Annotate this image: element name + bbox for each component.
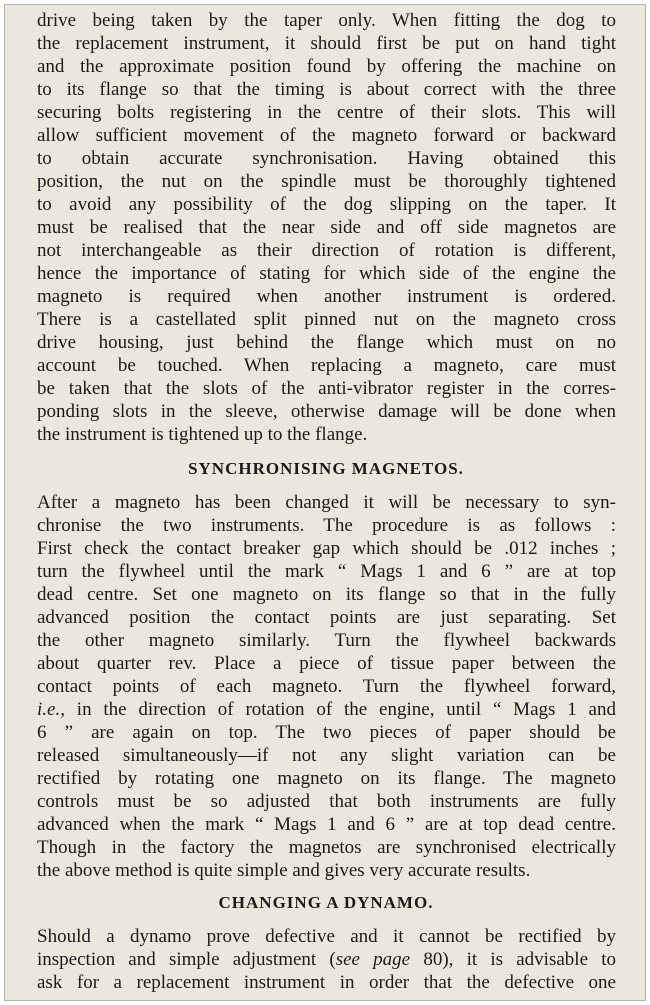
paragraph-line: After a magneto has been changed it will be necessary to syn- xyxy=(37,492,616,513)
paragraph-line: advanced position the contact points are just separating. Set xyxy=(37,607,616,628)
paragraph-line: magneto is required when another instrument is ordered. xyxy=(37,286,616,307)
paragraph-line: not interchangeable as their direction of rotation is different, xyxy=(37,240,616,261)
paragraph-line-text: 80), it is advisable to xyxy=(410,949,616,970)
paragraph-line: drive housing, just behind the flange which must on no xyxy=(37,332,616,353)
paragraph-line: to its flange so that the timing is about correct with the three xyxy=(37,79,616,100)
section-heading: SYNCHRONISING MAGNETOS. xyxy=(188,459,464,478)
paragraph-line: must be realised that the near side and off side magnetos are xyxy=(37,217,616,238)
paragraph-line: There is a castellated split pinned nut on the magneto cross xyxy=(37,309,616,330)
paragraph-line: and the approximate position found by offering the machine on xyxy=(37,56,616,77)
paragraph-line: to avoid any possibility of the dog slipping on the taper. It xyxy=(37,194,616,215)
paragraph-line: be taken that the slots of the anti-vibrator register in the corres- xyxy=(37,378,616,399)
italic-abbreviation: i.e., xyxy=(37,699,65,720)
paragraph-line: advanced when the mark “ Mags 1 and 6 ” are at top dead centre. xyxy=(37,814,616,835)
paragraph-line: rectified by rotating one magneto on its flange. The magneto xyxy=(37,768,616,789)
paragraph-line xyxy=(37,948,616,971)
paragraph-line-text: in the direction of rotation of the engine, until “ Mags 1 and xyxy=(64,699,616,720)
paragraph-line: the other magneto similarly. Turn the flywheel backwards xyxy=(37,630,616,651)
paragraph-line: contact points of each magneto. Turn the flywheel forward, xyxy=(37,676,616,697)
paragraph-line: account be touched. When replacing a magneto, care must xyxy=(37,355,616,376)
paragraph-line: to obtain accurate synchronisation. Having obtained this xyxy=(37,148,616,169)
paragraph-line: the replacement instrument, it should first be put on hand tight xyxy=(37,33,616,54)
paragraph-line: released simultaneously—if not any slight variation can be xyxy=(37,745,616,766)
paragraph-line-text: inspection and simple adjustment ( xyxy=(37,949,336,970)
paragraph-line: hence the importance of stating for which side of the engine the xyxy=(37,263,616,284)
paragraph-line: the instrument is tightened up to the flange. xyxy=(37,424,368,445)
paragraph-line: position, the nut on the spindle must be thoroughly tightened xyxy=(37,171,616,192)
paragraph-line xyxy=(37,698,616,721)
paragraph-line: securing bolts registering in the centre of their slots. This will xyxy=(37,102,616,123)
paragraph-line: ask for a replacement instrument in order that the defective one xyxy=(37,972,616,993)
paragraph-line: chronise the two instruments. The procedure is as follows : xyxy=(37,515,616,536)
paragraph-line: controls must be so adjusted that both instruments are fully xyxy=(37,791,616,812)
paragraph-line: about quarter rev. Place a piece of tissue paper between the xyxy=(37,653,616,674)
paragraph-line: drive being taken by the taper only. When fitting the dog to xyxy=(37,10,616,31)
paragraph-line: dead centre. Set one magneto on its flange so that in the fully xyxy=(37,584,616,605)
section-heading: CHANGING A DYNAMO. xyxy=(218,893,434,912)
paragraph-line: the above method is quite simple and gives very accurate results. xyxy=(37,860,531,881)
italic-reference: see page xyxy=(335,949,411,970)
book-page xyxy=(4,4,646,1001)
paragraph-line: 6 ” are again on top. The two pieces of paper should be xyxy=(37,722,616,743)
paragraph-line: ponding slots in the sleeve, otherwise damage will be done when xyxy=(37,401,616,422)
paragraph-line: turn the flywheel until the mark “ Mags 1 and 6 ” are at top xyxy=(37,561,616,582)
paragraph-line: First check the contact breaker gap which should be .012 inches ; xyxy=(37,538,616,559)
paragraph-line: Though in the factory the magnetos are synchronised electrically xyxy=(37,837,616,858)
paragraph-line: Should a dynamo prove defective and it cannot be rectified by xyxy=(37,926,616,947)
paragraph-line: allow sufficient movement of the magneto forward or backward xyxy=(37,125,616,146)
